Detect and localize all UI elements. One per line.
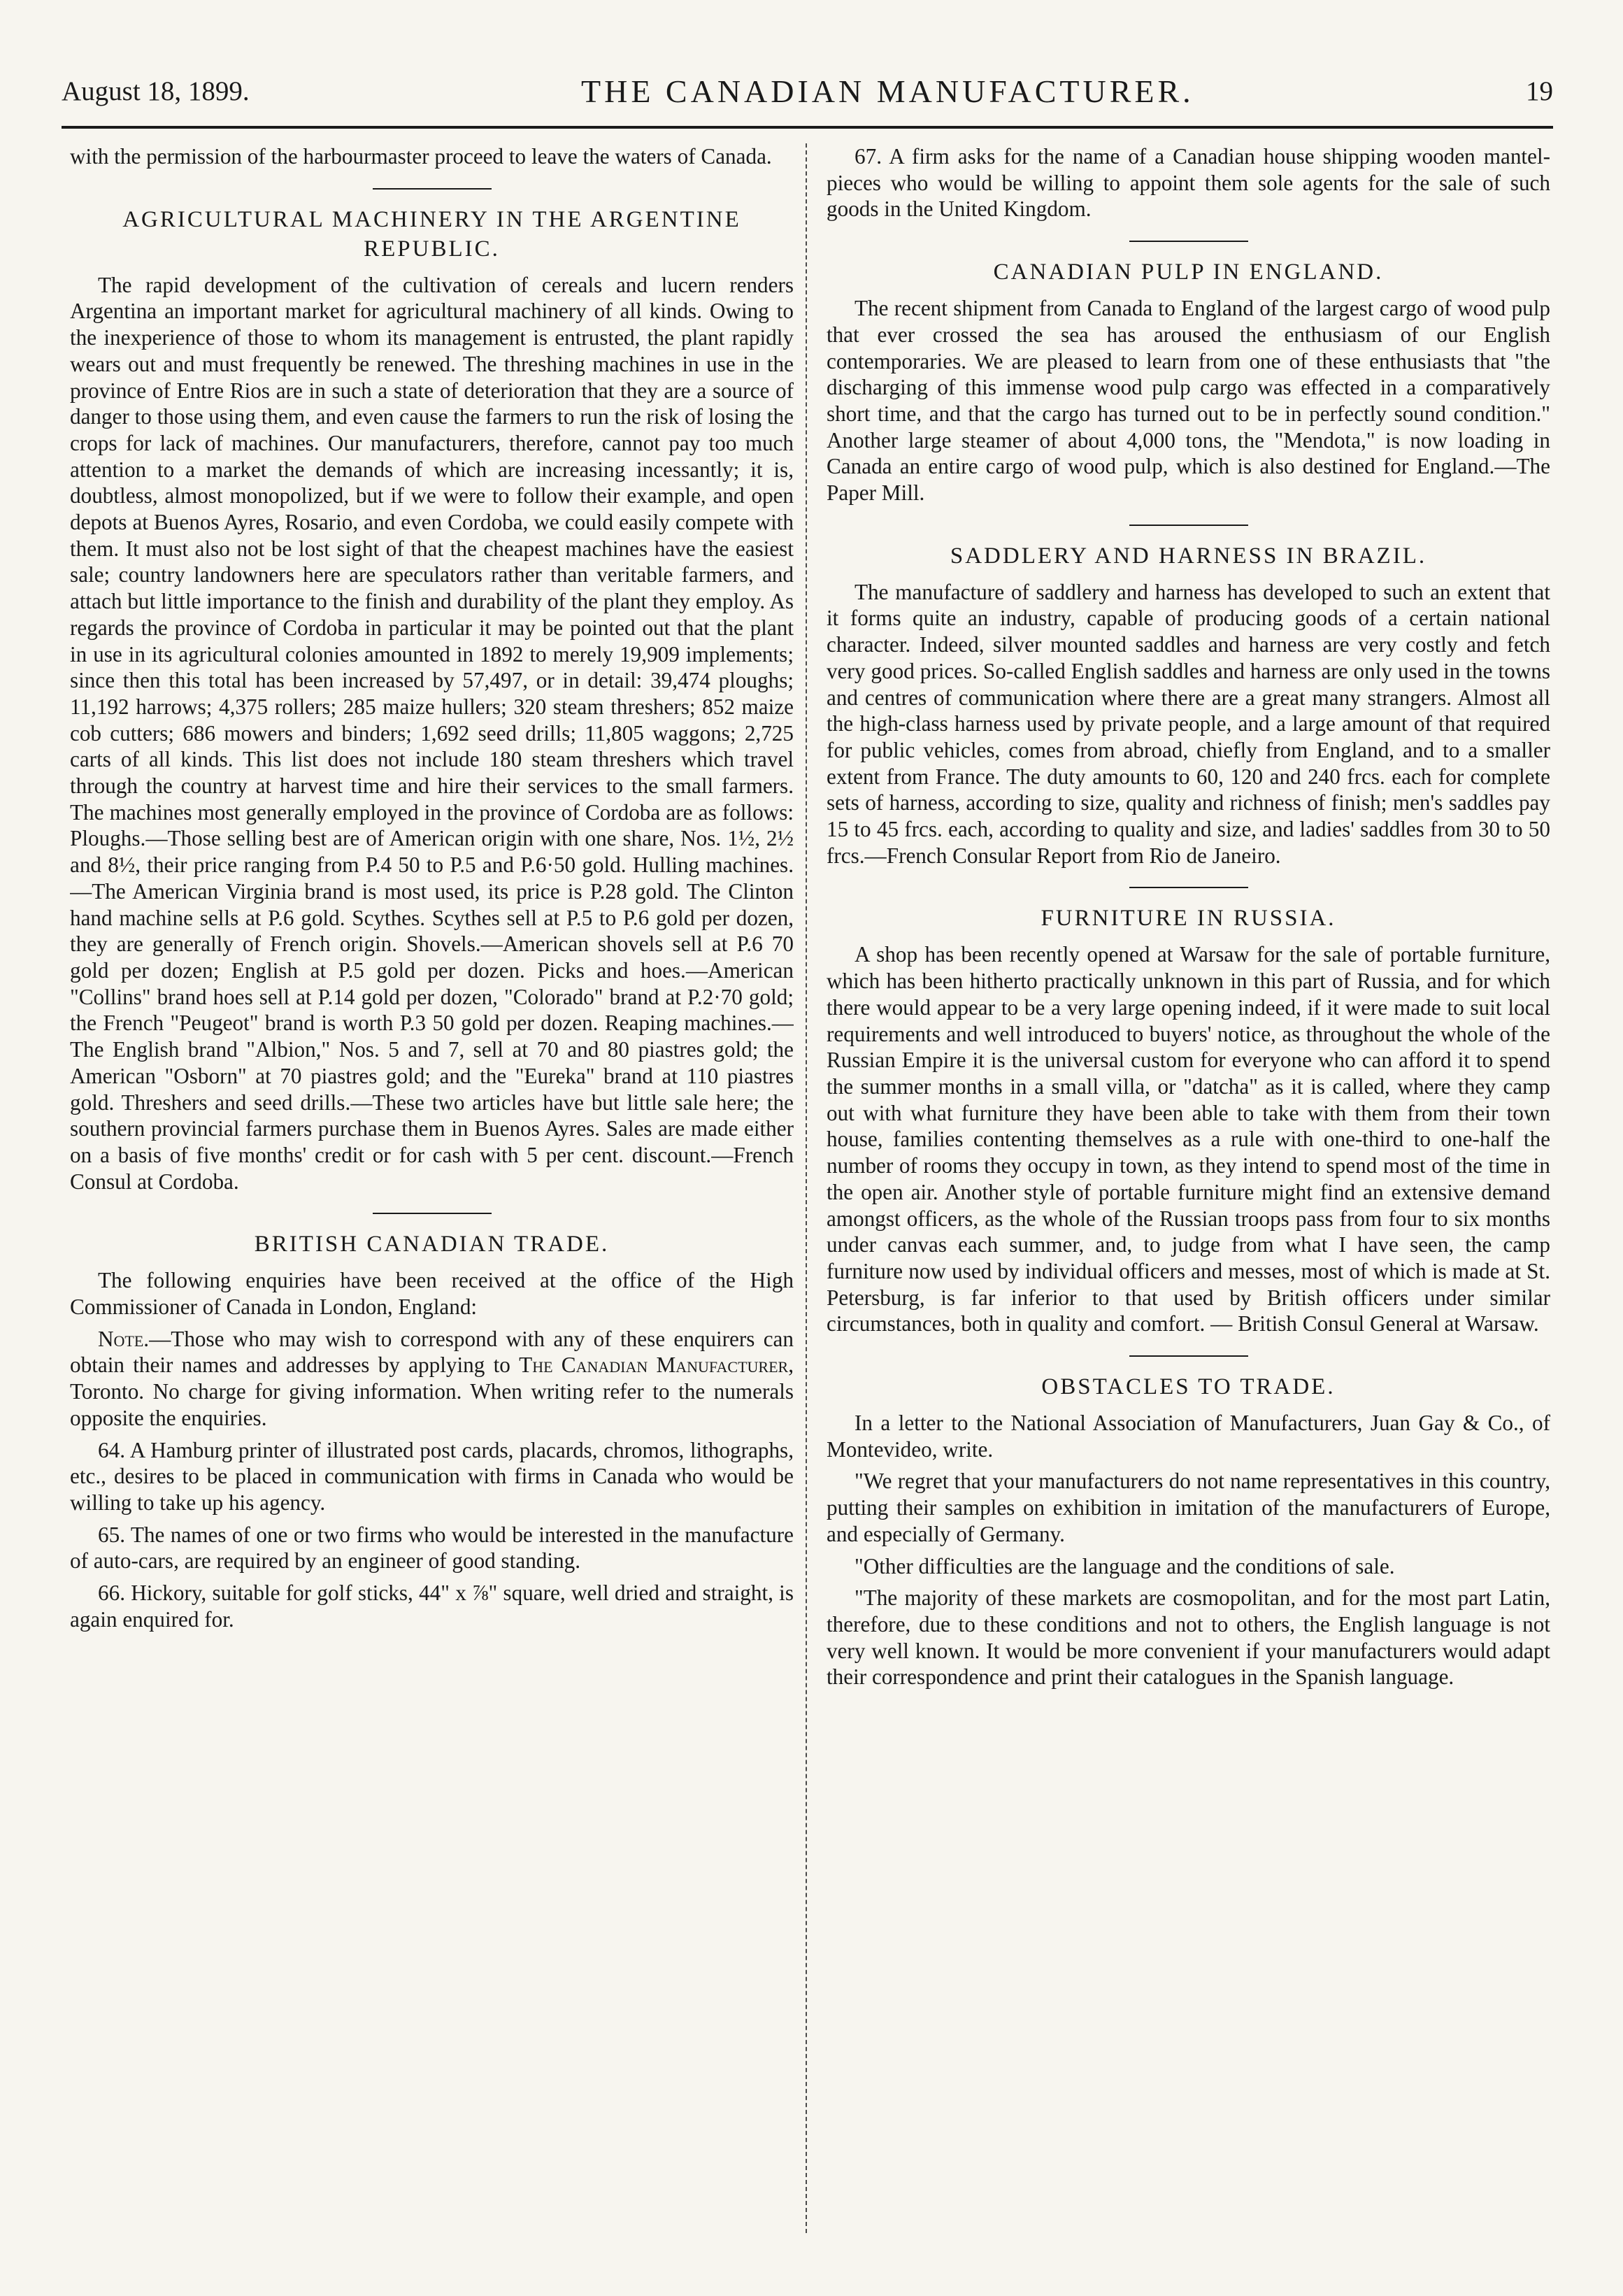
article-body: The following enquiries have been received at the office of the High Commissioner of Canada in London, England:	[70, 1268, 794, 1320]
enquiry-item: 64. A Hamburg printer of illustrated post cards, placards, chromos, lithographs, etc., desires to be placed in communication with firms in Canada who would be willing to take up his agency.	[70, 1437, 794, 1515]
publication-name: The Canadian Manufacturer	[519, 1353, 789, 1378]
section-divider	[1129, 241, 1248, 242]
article-body: "We regret that your manufacturers do not name representatives in this country, putting their samples on exhibition in imitation of the manufacturers of Europe, and especially of Germany.	[827, 1469, 1550, 1546]
article-body: The recent shipment from Canada to England of the largest cargo of wood pulp that ever crossed the sea has aroused the enthusiasm of our English contemporaries. We are pleased to learn from one of these enthusiasts that "the discharging of this immense wood pulp cargo was effected in a comparatively short time, and that the cargo has turned out to be in perfectly sound condition." Another large steamer of about 4,000 tons, the "Mendota," is now loading in Canada an entire cargo of wood pulp, which is also destined for England.—The Paper Mill.	[827, 296, 1550, 506]
article-title-agricultural-machinery: AGRICULTURAL MACHINERY IN THE ARGENTINE REPUBLIC.	[122, 206, 741, 262]
enquiry-item: 66. Hickory, suitable for golf sticks, 44" x ⅞" square, well dried and straight, is again enquired for.	[70, 1581, 794, 1632]
section-divider	[373, 1213, 492, 1214]
section-divider	[373, 188, 492, 190]
masthead: THE CANADIAN MANUFACTURER.	[581, 73, 1194, 109]
continuation-paragraph: with the permission of the harbourmaster proceed to leave the waters of Canada.	[70, 144, 772, 169]
column-divider	[806, 143, 807, 2233]
article-body: "Other difficulties are the language and the conditions of sale.	[855, 1553, 1395, 1578]
enquiry-item: 65. The names of one or two firms who would be interested in the manufacture of auto-cars, are required by an engineer of good standing.	[70, 1522, 794, 1574]
header-rule	[62, 126, 1553, 129]
note-label: Note.	[98, 1326, 150, 1351]
article-body: In a letter to the National Association of Manufacturers, Juan Gay & Co., of Montevideo, write.	[827, 1411, 1550, 1462]
left-column	[70, 143, 794, 2247]
article-title-british-canadian-trade: BRITISH CANADIAN TRADE.	[254, 1232, 610, 1257]
enquiry-item: 67. A firm asks for the name of a Canadian house shipping wooden mantel-pieces who would be willing to appoint them sole agents for the sale of such goods in the United Kingdom.	[827, 144, 1550, 222]
page-number: 19	[1526, 76, 1553, 106]
article-title-canadian-pulp: CANADIAN PULP IN ENGLAND.	[993, 259, 1384, 285]
article-title-obstacles-trade: OBSTACLES TO TRADE.	[1041, 1374, 1336, 1400]
article-body: A shop has been recently opened at Warsaw for the sale of portable furniture, which has been hitherto practically unknown in this part of Russia, and for which there would appear to be a very large opening indeed, if it were made to suit local requirements and well introduced to buyers' notice, as throughout the whole of the Russian Empire it is the universal custom for everyone who can afford it to spend the summer months in a small villa, or "datcha" as it is called, where they camp out with what furniture they have been able to take with them from their town house, families contenting themselves as a rule with one-third to one-half the number of rooms they occupy in town, as they intend to spend most of the time in the open air. Another style of portable furniture might find an extensive demand amongst officers, as the whole of the Russian troops pass from four to six months under canvas each summer, and, to judge from what I have seen, the camp furniture now used by individual officers and messes, most of which is made at St. Petersburg, is far inferior to that used by British officers under similar circumstances, both in quality and comfort. — British Consul General at Warsaw.	[827, 942, 1550, 1336]
section-divider	[1129, 525, 1248, 526]
section-divider	[1129, 887, 1248, 888]
right-column	[827, 143, 1550, 2247]
note-text-end: , Toronto. No charge for giving information. When writing refer to the numerals opposite the enquiries.	[70, 1353, 794, 1430]
note-paragraph	[70, 1326, 794, 1432]
article-title-saddlery-harness: SADDLERY AND HARNESS IN BRAZIL.	[950, 543, 1427, 569]
article-title-furniture-russia: FURNITURE IN RUSSIA.	[1041, 906, 1336, 932]
section-divider	[1129, 1355, 1248, 1357]
page-header	[62, 66, 1553, 115]
note-text: —Those who may wish to correspond with any of these enquirers can obtain their names and addresses by applying to	[70, 1326, 794, 1378]
article-body: The manufacture of saddlery and harness has developed to such an extent that it forms quite an industry, capable of producing goods of a certain national character. Indeed, silver mounted saddles and harness are very costly and fetch very good prices. So-called English saddles and harness are only used in the towns and centres of communication where there are a great many strangers. Almost all the high-class harness used by private people, and a large amount of that required for public vehicles, comes from abroad, chiefly from England, and to a smaller extent from France. The duty amounts to 60, 120 and 240 frcs. each for complete sets of harness, according to size, quality and richness of finish; men's saddles pay 15 to 45 frcs. each, according to quality and size, and ladies' saddles from 30 to 50 frcs.—French Consular Report from Rio de Janeiro.	[827, 579, 1550, 868]
article-body: The rapid development of the cultivation of cereals and lucern renders Argentina an important market for agricultural machinery of all kinds. Owing to the inexperience of those to whom its management is entrusted, the plant rapidly wears out and must frequently be renewed. The threshing machines in use in the province of Entre Rios are in such a state of deterioration that they are a source of danger to those using them, and even cause the farmers to run the risk of losing the crops for lack of machines. Our manufacturers, therefore, cannot pay too much attention to a market the demands of which are increasing incessantly; it is, doubtless, almost monopolized, but if we were to follow their example, and open depots at Buenos Ayres, Rosario, and even Cordoba, we could easily compete with them. It must also not be lost sight of that the cheapest machines have the easiest sale; country landowners here are speculators rather than veritable farmers, and attach but little importance to the finish and durability of the plant they employ. As regards the province of Cordoba in particular it may be pointed out that the plant in use in its agricultural colonies amounted in 1892 to merely 19,909 implements; since then this total has been increased by 57,497, or in detail: 39,474 ploughs; 11,192 harrows; 4,375 rollers; 285 maize hullers; 320 steam threshers; 852 maize cob cutters; 686 mowers and binders; 1,692 seed drills; 11,805 waggons; 2,725 carts of all kinds. This list does not include 180 steam threshers which travel through the country at harvest time and hire their services to the small farmers. The machines most generally employed in the province of Cordoba are as follows: Ploughs.—Those selling best are of American origin with one share, Nos. 1½, 2½ and 8½, their price ranging from P.4 50 to P.5 and P.6·50 gold. Hulling machines.—The American Virginia brand is most used, its price is P.28 gold. The Clinton hand machine sells at P.6 gold. Scythes. Scythes sell at P.5 to P.6 gold per dozen, they are generally of French origin. Shovels.—American shovels sell at P.6 70 gold per dozen; English at P.5 gold per dozen. Picks and hoes.—American "Collins" brand hoes sell at P.14 gold per dozen, "Colorado" brand at P.2·70 gold; the French "Peugeot" brand is worth P.3 50 gold per dozen. Reaping machines.—The English brand "Albion," Nos. 5 and 7, sell at 70 and 80 piastres gold; the American "Osborn" at 70 piastres gold; and the "Eureka" brand at 110 piastres gold. Threshers and seed drills.—These two articles have but little sale here; the southern provincial farmers purchase them in Buenos Ayres. Sales are made either on a basis of five months' credit or for cash with 5 per cent. discount.—French Consul at Cordoba.	[70, 272, 794, 1194]
issue-date: August 18, 1899.	[62, 76, 250, 106]
article-body: "The majority of these markets are cosmopolitan, and for the most part Latin, therefore, due to these conditions and not to others, the English language is not very well known. It would be more convenient if your manufacturers would adapt their correspondence and print their catalogues in the Spanish language.	[827, 1585, 1550, 1690]
